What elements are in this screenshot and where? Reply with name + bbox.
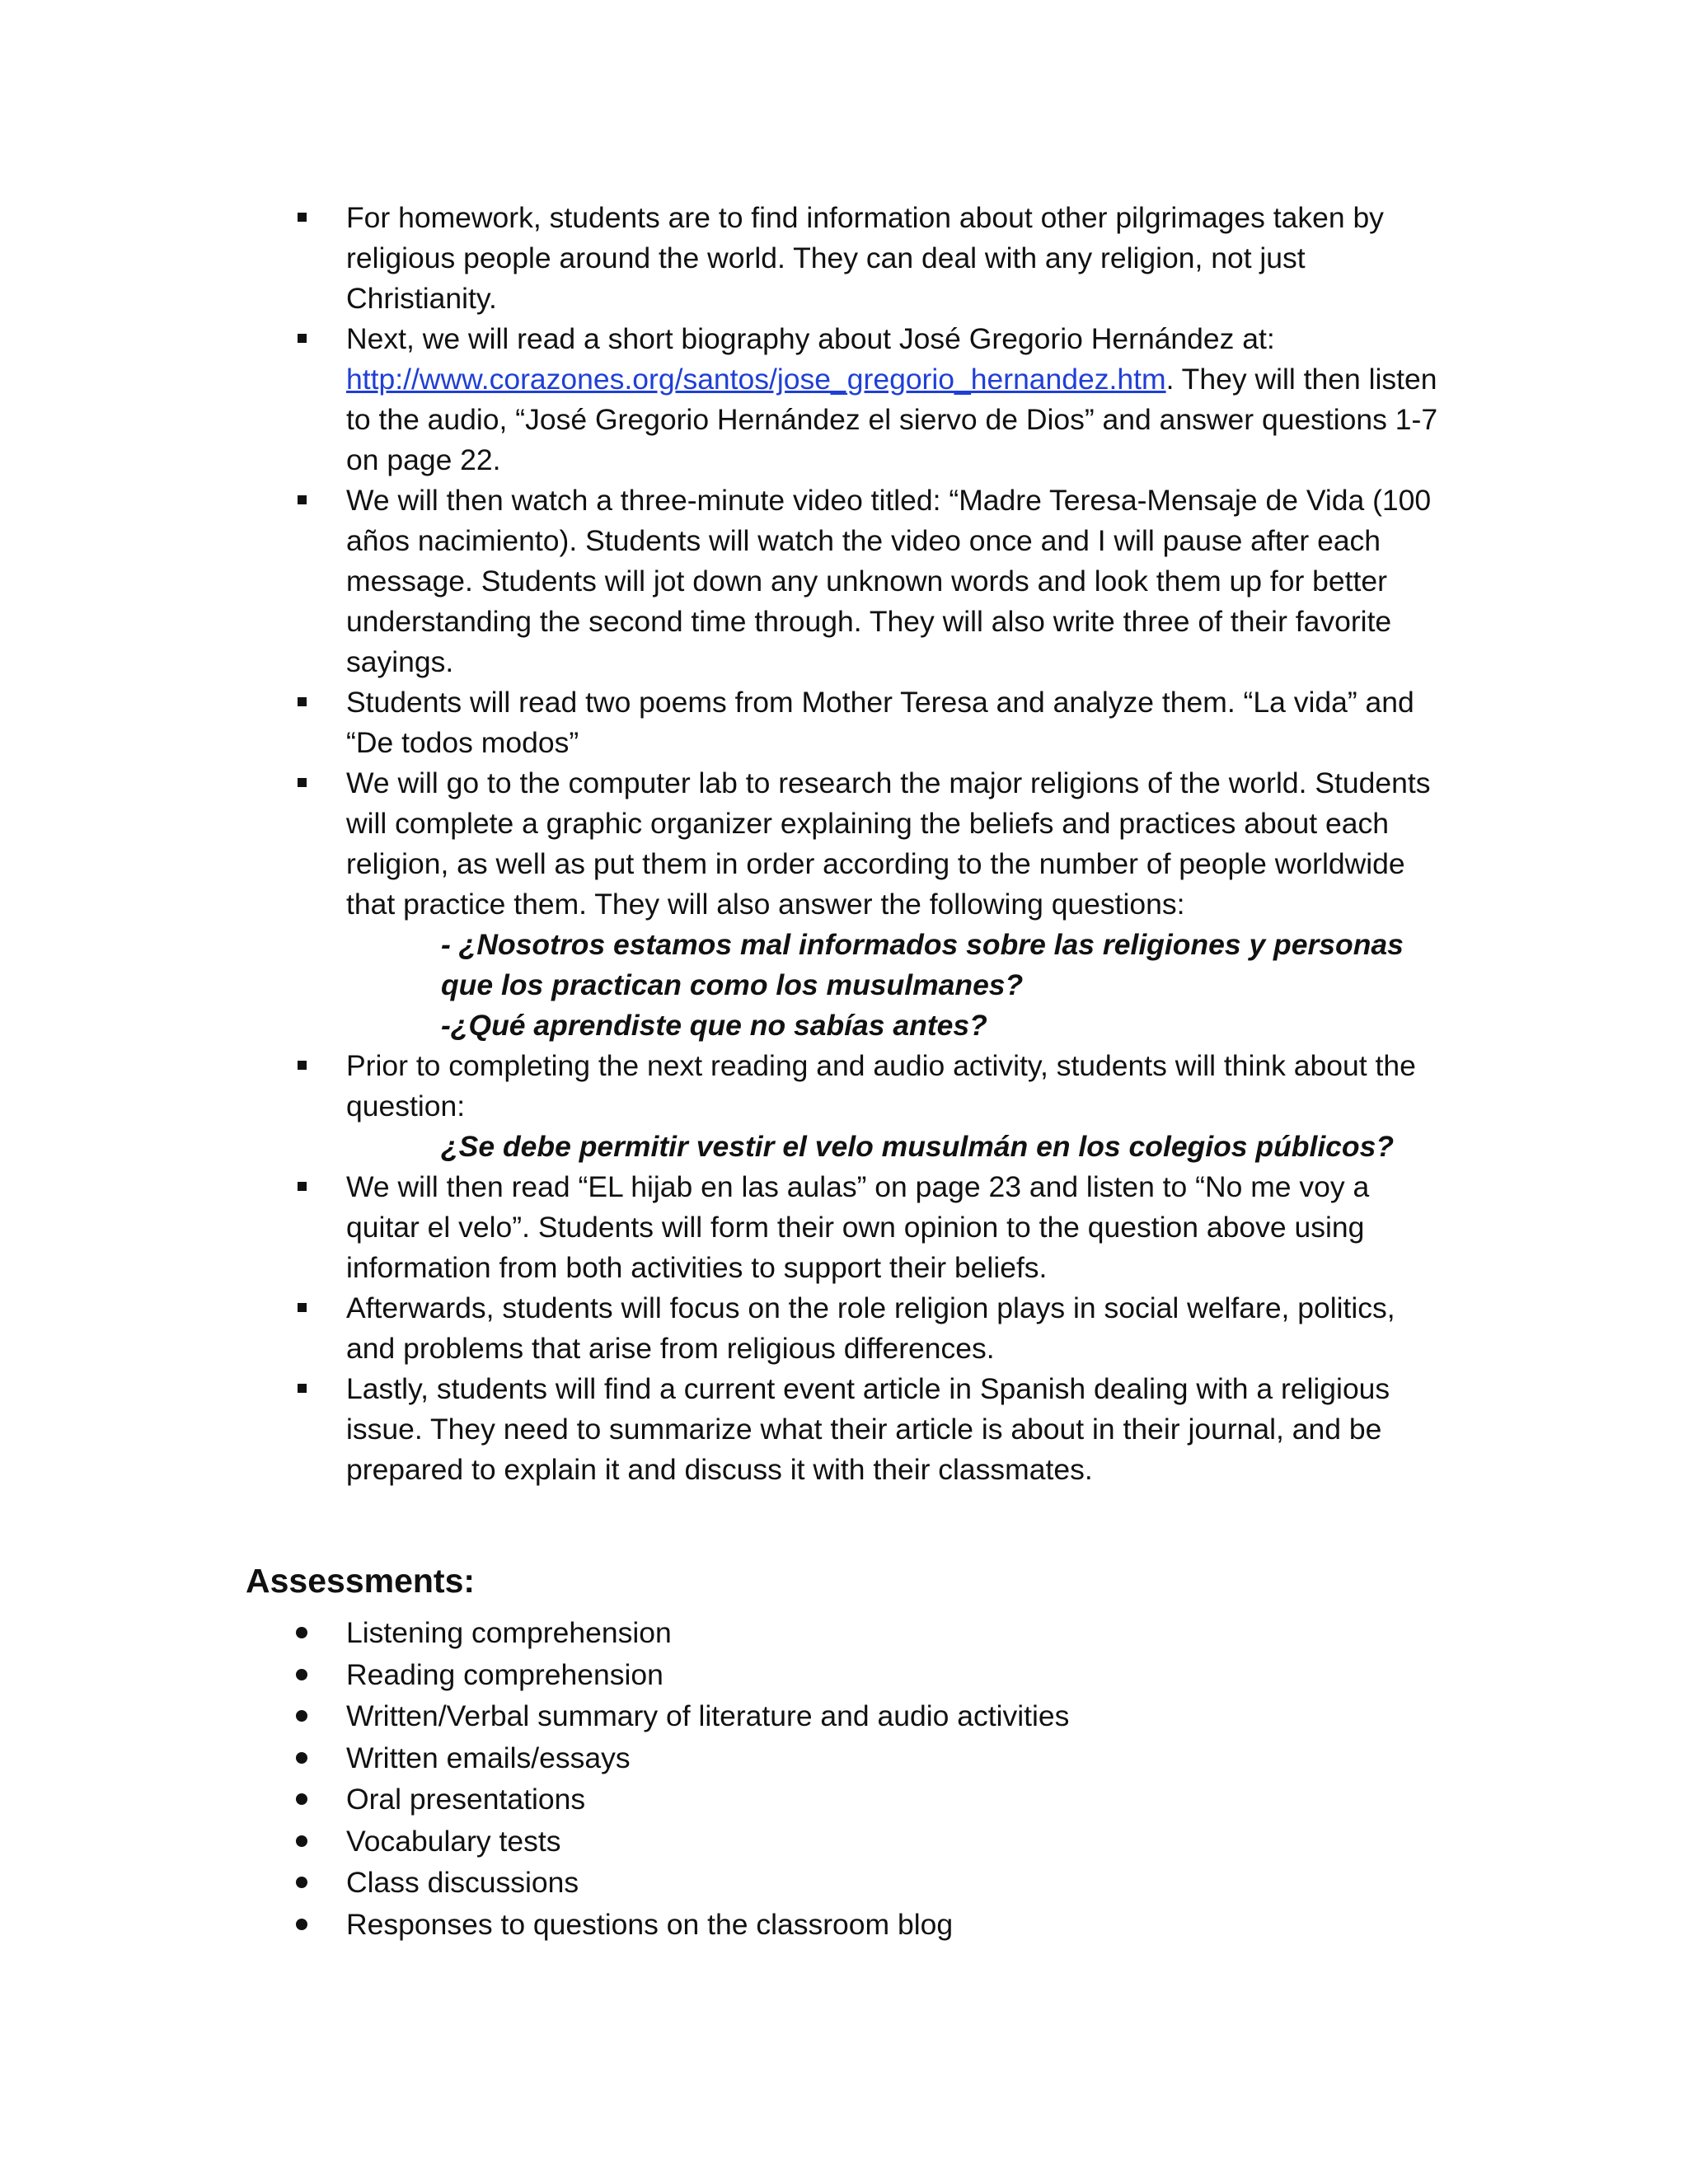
activity-text: Afterwards, students will focus on the role religion plays in social welfare, politics, and problems that arise from religious differences. <box>346 1291 1395 1365</box>
assessment-text: Listening comprehension <box>346 1616 672 1649</box>
biography-link[interactable]: http://www.corazones.org/santos/jose_gregorio_hernandez.htm <box>346 363 1166 396</box>
activity-text: Lastly, students will find a current event article in Spanish dealing with a religious issue. They need to summarize what their article is about in their journal, and be prepared to explain it and discuss it with their classmates. <box>346 1372 1390 1486</box>
square-bullet-icon <box>298 778 307 787</box>
list-item <box>295 763 1441 1046</box>
activity-text: For homework, students are to find information about other pilgrimages taken by religious people around the world. They can deal with any religion, not just Christianity. <box>346 201 1384 315</box>
square-bullet-icon <box>298 1384 307 1393</box>
list-item <box>295 1369 1441 1490</box>
list-item <box>295 198 1441 319</box>
list-item <box>295 682 1441 763</box>
square-bullet-icon <box>298 1182 307 1191</box>
assessments-list <box>295 1612 1367 1945</box>
list-item <box>295 1046 1441 1167</box>
activities-list <box>295 198 1441 1490</box>
assessment-text: Class discussions <box>346 1866 579 1899</box>
list-item <box>295 1821 1367 1863</box>
activity-text: Prior to completing the next reading and audio activity, students will think about the question: <box>346 1049 1416 1122</box>
round-bullet-icon <box>296 1793 307 1805</box>
square-bullet-icon <box>298 1061 307 1070</box>
round-bullet-icon <box>296 1835 307 1847</box>
assessments-heading: Assessments: <box>246 1562 476 1600</box>
list-item <box>295 480 1441 682</box>
activity-text: We will go to the computer lab to research the major religions of the world. Students will complete a graphic organizer explaining the beliefs and practices about each religion, as well as put them in order according to the number of people worldwide that practice them. They will also answer the following questions: <box>346 766 1431 921</box>
square-bullet-icon <box>298 1303 307 1312</box>
activity-text-after-link: . They will then listen to the audio, “José Gregorio Hernández el siervo de Dios” and answer questions 1-7 on page 22. <box>346 363 1438 476</box>
list-item <box>295 1779 1367 1821</box>
activity-text: Students will read two poems from Mother Teresa and analyze them. “La vida” and “De todos modos” <box>346 686 1414 759</box>
activity-text: We will then read “EL hijab en las aulas” on page 23 and listen to “No me voy a quitar el velo”. Students will form their own opinion to the question above using information from both activities to support their beliefs. <box>346 1170 1370 1284</box>
square-bullet-icon <box>298 213 307 222</box>
discussion-questions <box>441 1127 1441 1167</box>
discussion-questions <box>441 925 1441 1046</box>
round-bullet-icon <box>296 1877 307 1888</box>
round-bullet-icon <box>296 1919 307 1930</box>
activity-text: We will then watch a three-minute video titled: “Madre Teresa-Mensaje de Vida (100 años nacimiento). Students will watch the video once and I will pause after each message. Students will jot down any unknown words and look them up for better understanding the second time through. They will also write three of their favorite sayings. <box>346 484 1432 678</box>
square-bullet-icon <box>298 334 307 343</box>
assessment-text: Vocabulary tests <box>346 1824 561 1858</box>
list-item <box>295 1737 1367 1779</box>
round-bullet-icon <box>296 1627 307 1638</box>
round-bullet-icon <box>296 1669 307 1680</box>
discussion-question: ¿Se debe permitir vestir el velo musulmán en los colegios públicos? <box>441 1130 1395 1163</box>
activity-text-before-link: Next, we will read a short biography about José Gregorio Hernández at: <box>346 322 1275 355</box>
list-item <box>295 1167 1441 1288</box>
discussion-question: -¿Qué aprendiste que no sabías antes? <box>441 1009 987 1042</box>
assessment-text: Written/Verbal summary of literature and audio activities <box>346 1699 1070 1732</box>
assessment-text: Responses to questions on the classroom blog <box>346 1907 954 1941</box>
assessment-text: Written emails/essays <box>346 1741 631 1774</box>
list-item <box>295 1288 1441 1369</box>
list-item <box>295 1862 1367 1904</box>
list-item <box>295 1612 1367 1654</box>
discussion-question: - ¿Nosotros estamos mal informados sobre las religiones y personas que los practican como los musulmanes? <box>441 928 1404 1001</box>
round-bullet-icon <box>296 1752 307 1764</box>
list-item <box>295 1654 1367 1696</box>
list-item <box>295 319 1441 480</box>
list-item <box>295 1695 1367 1737</box>
square-bullet-icon <box>298 495 307 504</box>
square-bullet-icon <box>298 697 307 706</box>
assessment-text: Reading comprehension <box>346 1657 663 1691</box>
round-bullet-icon <box>296 1710 307 1722</box>
assessment-text: Oral presentations <box>346 1783 586 1816</box>
list-item <box>295 1904 1367 1946</box>
